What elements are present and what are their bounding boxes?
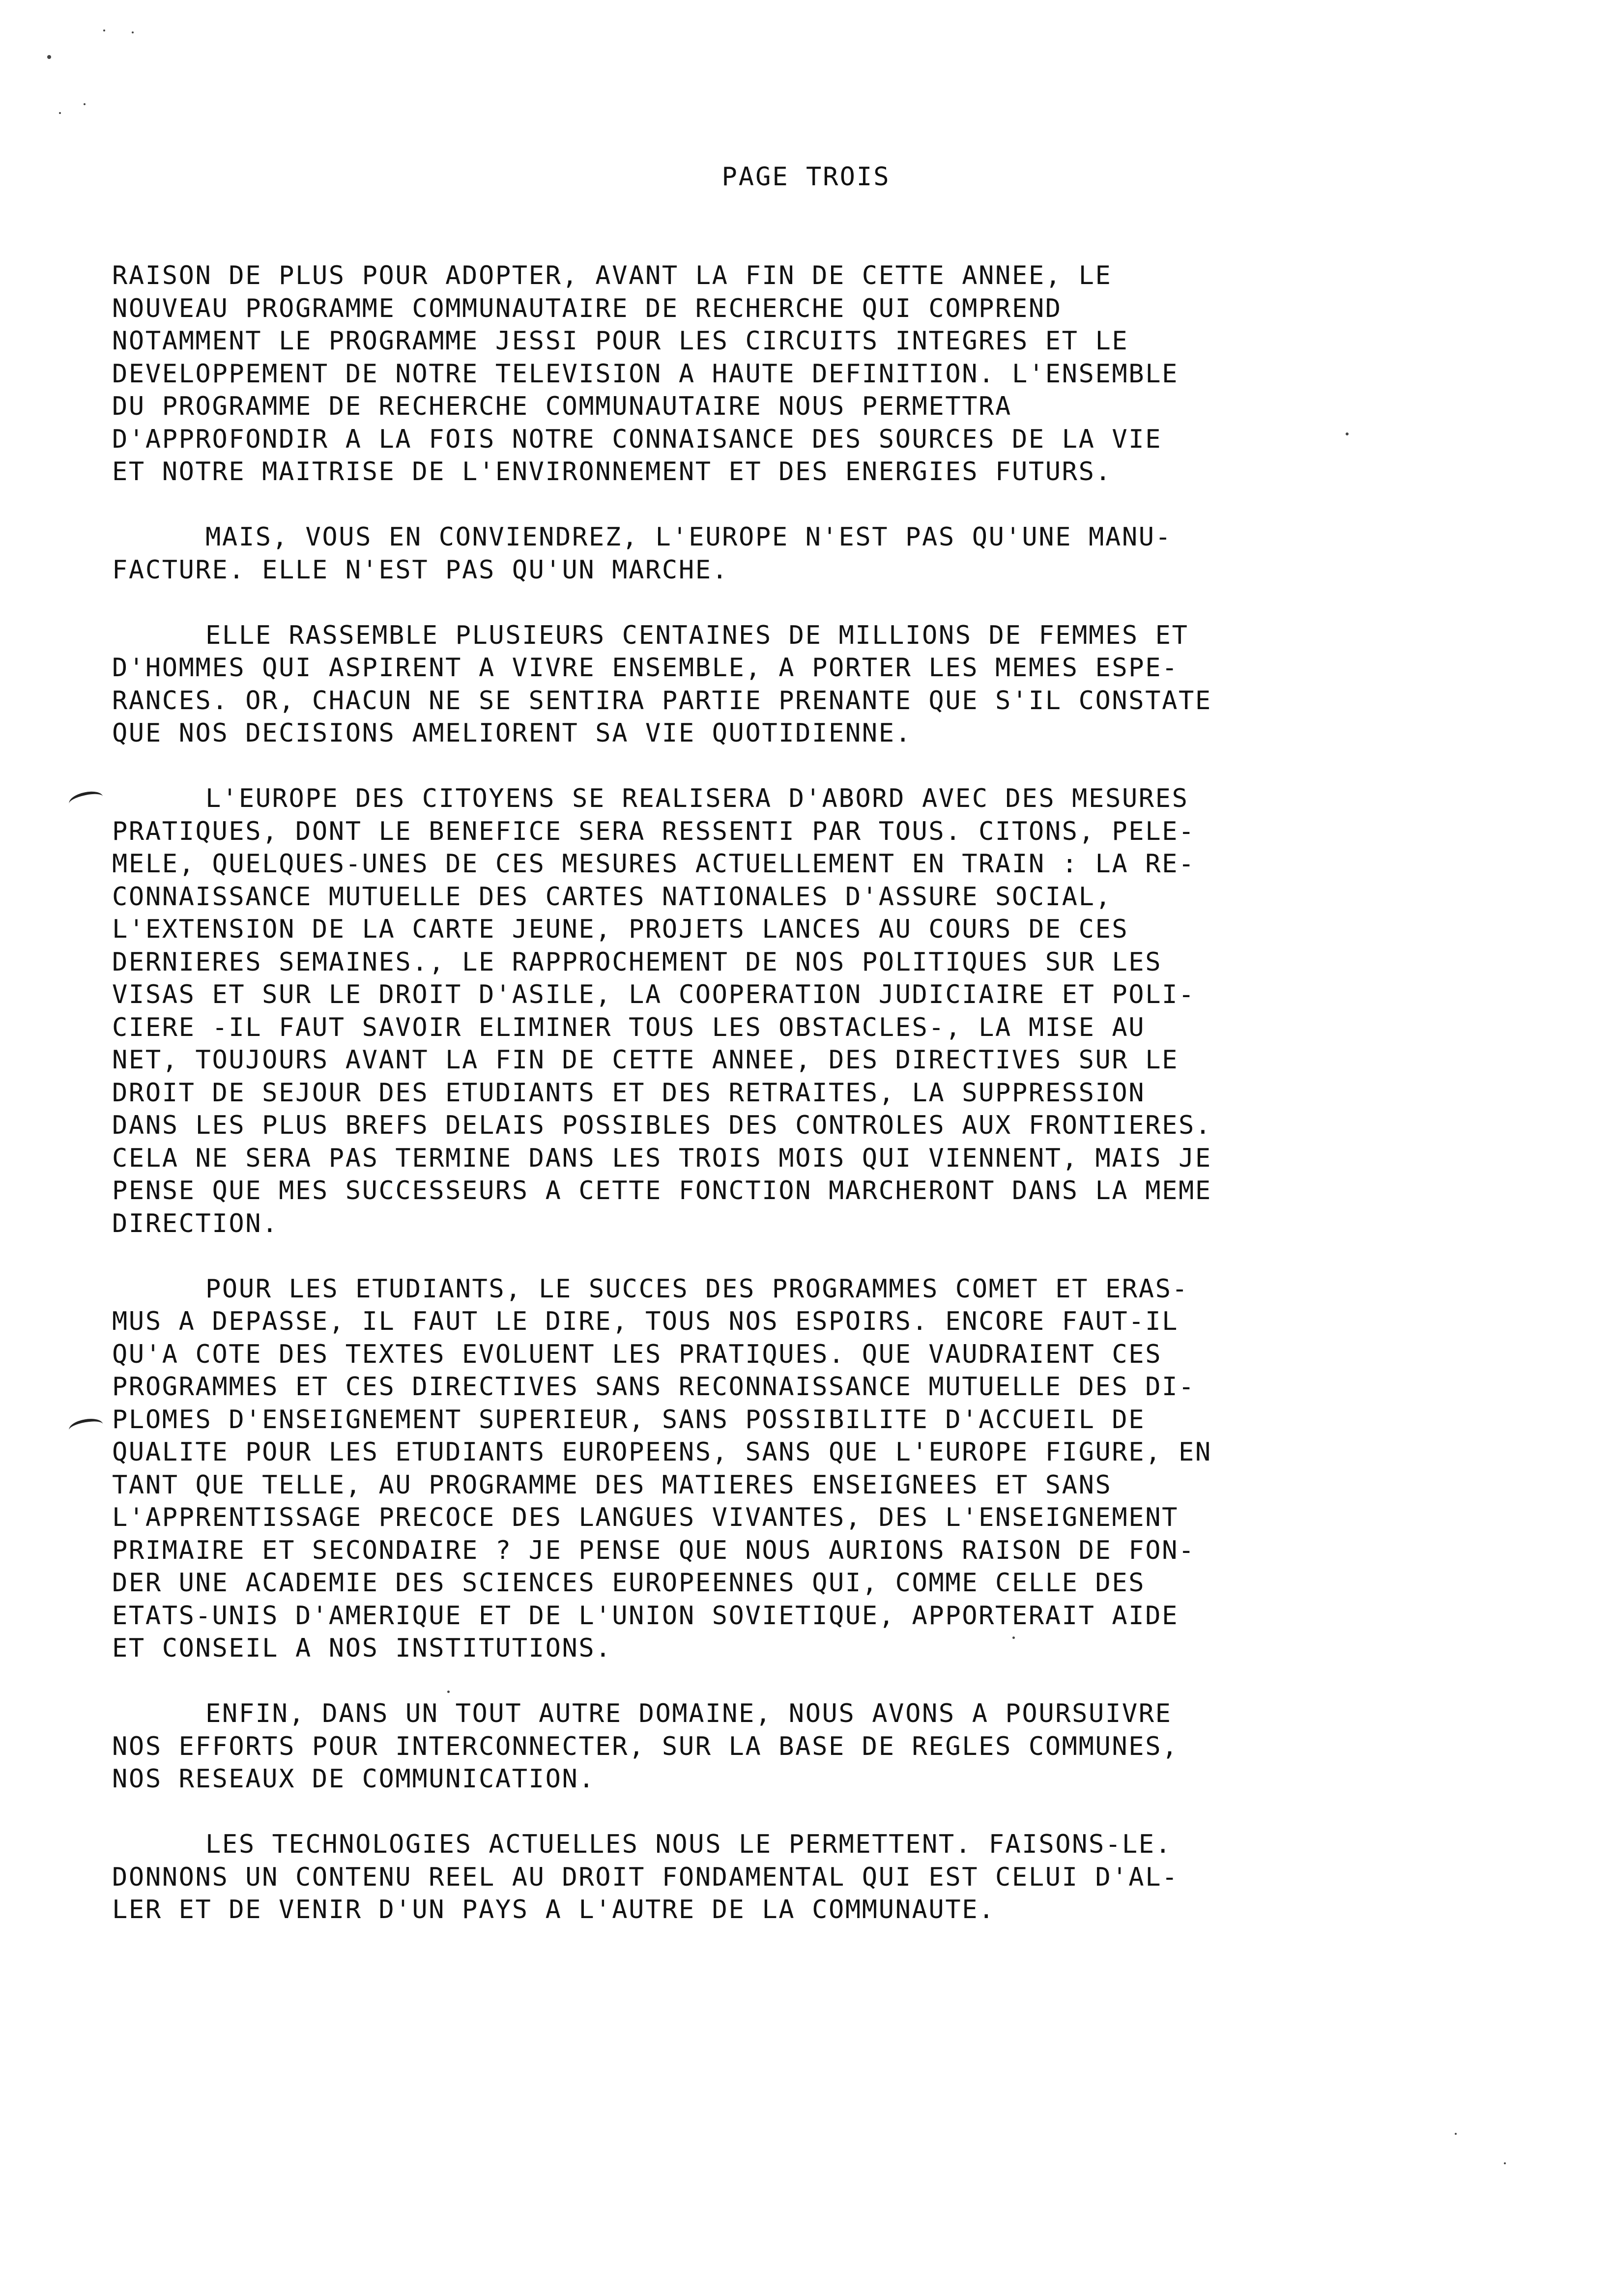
paragraph [112,259,1351,488]
paragraph [112,782,1351,1240]
text-line: DANS LES PLUS BREFS DELAIS POSSIBLES DES CONTROLES AUX FRONTIERES. [112,1111,1212,1140]
text-line: QUALITE POUR LES ETUDIANTS EUROPEENS, SANS QUE L'EUROPE FIGURE, EN [112,1437,1212,1467]
text-line: QUE NOS DECISIONS AMELIORENT SA VIE QUOTIDIENNE. [112,718,912,748]
page-title: PAGE TROIS [721,162,891,192]
text-line: MAIS, VOUS EN CONVIENDREZ, L'EUROPE N'EST PAS QU'UNE MANU- [205,522,1172,552]
text-line: DIRECTION. [112,1208,279,1238]
text-line: DROIT DE SEJOUR DES ETUDIANTS ET DES RETRAITES, LA SUPPRESSION [112,1078,1146,1108]
text-line: ET NOTRE MAITRISE DE L'ENVIRONNEMENT ET DES ENERGIES FUTURS. [112,457,1112,487]
text-line: NOUVEAU PROGRAMME COMMUNAUTAIRE DE RECHERCHE QUI COMPREND [112,293,1062,323]
text-line: NOS EFFORTS POUR INTERCONNECTER, SUR LA BASE DE REGLES COMMUNES, [112,1731,1179,1761]
text-line: DERNIERES SEMAINES., LE RAPPROCHEMENT DE NOS POLITIQUES SUR LES [112,947,1162,977]
text-line: ENFIN, DANS UN TOUT AUTRE DOMAINE, NOUS AVONS A POURSUIVRE [205,1699,1172,1728]
scan-speck [132,31,134,33]
text-line: PENSE QUE MES SUCCESSEURS A CETTE FONCTION MARCHERONT DANS LA MEME [112,1176,1212,1205]
text-line: DEVELOPPEMENT DE NOTRE TELEVISION A HAUTE DEFINITION. L'ENSEMBLE [112,359,1179,389]
text-line: CONNAISSANCE MUTUELLE DES CARTES NATIONALES D'ASSURE SOCIAL, [112,882,1112,912]
text-line: ETATS-UNIS D'AMERIQUE ET DE L'UNION SOVIETIQUE, APPORTERAIT AIDE [112,1601,1179,1631]
document-body [112,259,1351,1959]
scan-speck [59,112,61,114]
text-line: L'APPRENTISSAGE PRECOCE DES LANGUES VIVANTES, DES L'ENSEIGNEMENT [112,1503,1179,1532]
text-line: MELE, QUELQUES-UNES DE CES MESURES ACTUELLEMENT EN TRAIN : LA RE- [112,849,1195,879]
text-line: MUS A DEPASSE, IL FAUT LE DIRE, TOUS NOS ESPOIRS. ENCORE FAUT-IL [112,1307,1179,1336]
text-line: TANT QUE TELLE, AU PROGRAMME DES MATIERES ENSEIGNEES ET SANS [112,1470,1112,1500]
text-line: POUR LES ETUDIANTS, LE SUCCES DES PROGRAMMES COMET ET ERAS- [205,1274,1189,1304]
text-line: PROGRAMMES ET CES DIRECTIVES SANS RECONNAISSANCE MUTUELLE DES DI- [112,1372,1195,1402]
text-line: NOTAMMENT LE PROGRAMME JESSI POUR LES CIRCUITS INTEGRES ET LE [112,326,1129,356]
text-line: CIERE -IL FAUT SAVOIR ELIMINER TOUS LES OBSTACLES-, LA MISE AU [112,1012,1146,1042]
margin-mark [67,789,104,811]
text-line: D'APPROFONDIR A LA FOIS NOTRE CONNAISANCE DES SOURCES DE LA VIE [112,424,1162,454]
text-line: L'EUROPE DES CITOYENS SE REALISERA D'ABORD AVEC DES MESURES [205,784,1189,813]
paragraph [112,521,1351,586]
text-line: RANCES. OR, CHACUN NE SE SENTIRA PARTIE PRENANTE QUE S'IL CONSTATE [112,686,1212,716]
text-line: FACTURE. ELLE N'EST PAS QU'UN MARCHE. [112,555,729,585]
text-line: D'HOMMES QUI ASPIRENT A VIVRE ENSEMBLE, A PORTER LES MEMES ESPE- [112,653,1179,683]
text-line: QU'A COTE DES TEXTES EVOLUENT LES PRATIQUES. QUE VAUDRAIENT CES [112,1339,1162,1369]
text-line: CELA NE SERA PAS TERMINE DANS LES TROIS MOIS QUI VIENNENT, MAIS JE [112,1143,1212,1173]
scan-speck [47,55,51,59]
scan-speck [1455,2133,1457,2135]
text-line: LES TECHNOLOGIES ACTUELLES NOUS LE PERMETTENT. FAISONS-LE. [205,1830,1172,1859]
text-line: ET CONSEIL A NOS INSTITUTIONS. [112,1634,612,1663]
text-line: DER UNE ACADEMIE DES SCIENCES EUROPEENNES QUI, COMME CELLE DES [112,1568,1146,1598]
text-line: L'EXTENSION DE LA CARTE JEUNE, PROJETS LANCES AU COURS DE CES [112,915,1129,944]
margin-mark [68,1416,104,1438]
scan-speck [84,103,86,105]
paragraph [112,619,1351,750]
paragraph [112,1697,1351,1796]
text-line: RAISON DE PLUS POUR ADOPTER, AVANT LA FIN DE CETTE ANNEE, LE [112,261,1112,290]
text-line: DU PROGRAMME DE RECHERCHE COMMUNAUTAIRE NOUS PERMETTRA [112,392,1012,421]
text-line: NOS RESEAUX DE COMMUNICATION. [112,1764,596,1794]
paragraph [112,1828,1351,1926]
text-line: VISAS ET SUR LE DROIT D'ASILE, LA COOPERATION JUDICIAIRE ET POLI- [112,980,1195,1009]
text-line: LER ET DE VENIR D'UN PAYS A L'AUTRE DE LA COMMUNAUTE. [112,1895,996,1924]
text-line: NET, TOUJOURS AVANT LA FIN DE CETTE ANNEE, DES DIRECTIVES SUR LE [112,1045,1179,1075]
scan-speck [1504,2162,1506,2164]
scan-speck [103,29,105,31]
text-line: DONNONS UN CONTENU REEL AU DROIT FONDAMENTAL QUI EST CELUI D'AL- [112,1862,1179,1892]
text-line: ELLE RASSEMBLE PLUSIEURS CENTAINES DE MILLIONS DE FEMMES ET [205,620,1189,650]
paragraph [112,1273,1351,1665]
text-line: PRIMAIRE ET SECONDAIRE ? JE PENSE QUE NOUS AURIONS RAISON DE FON- [112,1535,1195,1565]
text-line: PLOMES D'ENSEIGNEMENT SUPERIEUR, SANS POSSIBILITE D'ACCUEIL DE [112,1405,1146,1435]
text-line: PRATIQUES, DONT LE BENEFICE SERA RESSENTI PAR TOUS. CITONS, PELE- [112,816,1195,846]
